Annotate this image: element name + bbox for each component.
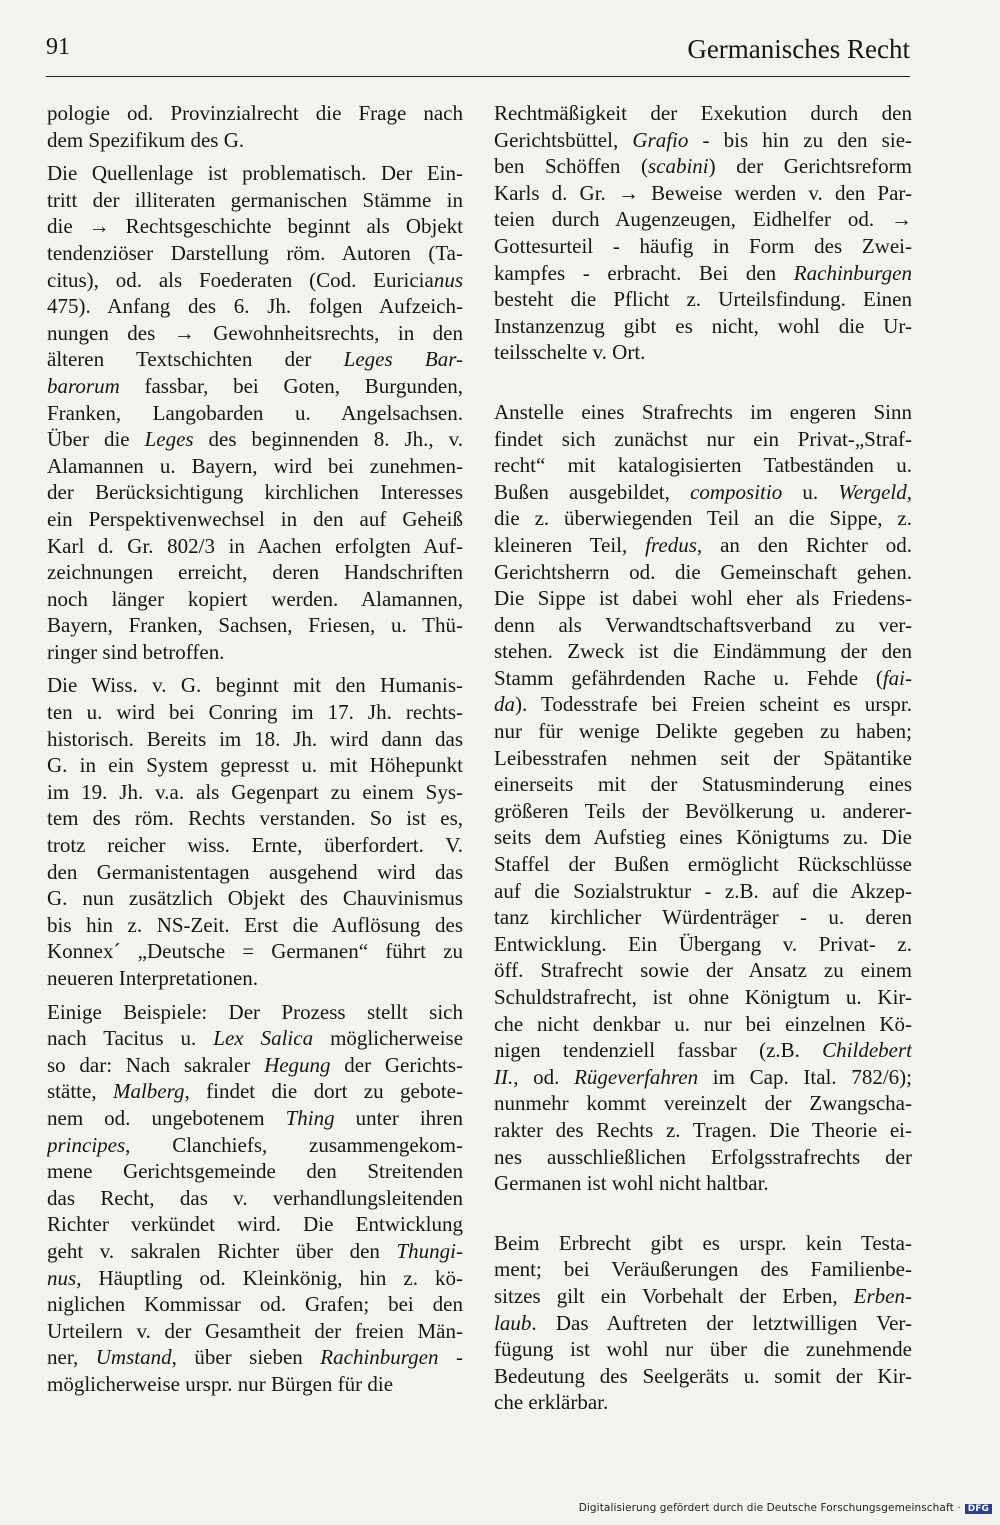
text-line: noch länger kopiert werden. Alamannen, <box>47 586 463 611</box>
text-line: nes ausschließlichen Erfolgsstrafrechts der <box>494 1144 912 1169</box>
text-line: Germanen ist wohl nicht haltbar. <box>494 1171 769 1196</box>
text-line: pologie od. Provinzialrecht die Frage nach <box>47 101 463 125</box>
text-line: Karl d. Gr. 802/3 in Aachen erfolgten Auf- <box>47 533 463 558</box>
text-line: nach Tacitus u. Lex Salica möglicherweise <box>47 1026 463 1051</box>
text-line: Franken, Langobarden u. Angelsachsen. <box>47 400 463 425</box>
text-line: tanz kirchlicher Würdenträger - u. deren <box>494 905 912 930</box>
text-line: die z. überwiegenden Teil an die Sippe, z. <box>494 506 912 531</box>
text-line: principes, Clanchiefs, zusammengekom- <box>47 1132 463 1157</box>
text-line: stehen. Zweck ist die Eindämmung der den <box>494 639 912 664</box>
text-line: Richter verkündet wird. Die Entwicklung <box>47 1212 463 1237</box>
text-line: barorum fassbar, bei Goten, Burgunden, <box>47 373 463 398</box>
left-column <box>47 100 463 1398</box>
text-line: Die Sippe ist dabei wohl eher als Friedens- <box>494 586 912 611</box>
running-title: Germanisches Recht <box>687 34 910 64</box>
text-line: nunmehr kommt vereinzelt der Zwangscha- <box>494 1091 912 1116</box>
text-line: zeichnungen erreicht, deren Handschriften <box>47 560 463 585</box>
paragraph-gap <box>47 665 463 672</box>
paragraph <box>47 672 463 991</box>
text-line: Alamannen u. Bayern, wird bei zunehmen- <box>47 453 463 478</box>
text-line: möglicherweise urspr. nur Bürgen für die <box>47 1371 394 1396</box>
text-line: kleineren Teil, fredus, an den Richter od. <box>494 532 912 557</box>
text-line: trotz reicher wiss. Ernte, überfordert. V. <box>47 833 463 858</box>
text-line: Die Wiss. v. G. beginnt mit den Humanis- <box>47 673 463 698</box>
footer-text: Digitalisierung gefördert durch die Deutsche Forschungsgemeinschaft · <box>578 1502 961 1514</box>
text-line: ment; bei Veräußerungen des Familienbe- <box>494 1257 912 1282</box>
text-line: Leibesstrafen nehmen seit der Spätantike <box>494 745 912 770</box>
text-line: neueren Interpretationen. <box>47 966 259 990</box>
paragraph-gap <box>494 1197 912 1230</box>
text-line: ringer sind betroffen. <box>47 639 225 664</box>
text-line: Schuldstrafrecht, ist ohne Königtum u. Kir- <box>494 985 912 1009</box>
text-line: laub. Das Auftreten der letztwilligen Ver- <box>494 1310 912 1335</box>
text-line: nem od. ungebotenem Thing unter ihren <box>47 1105 463 1130</box>
text-line: auf die Sozialstruktur - z.B. auf die Akzep- <box>494 878 912 903</box>
digitization-footer <box>579 1502 992 1514</box>
page-number: 91 <box>46 34 70 60</box>
text-line: niglichen Kommissar od. Grafen; bei den <box>47 1292 463 1317</box>
text-line: Bedeutung des Seelgeräts u. somit der Kir- <box>494 1363 912 1388</box>
text-line: Gerichtsbüttel, Grafio - bis hin zu den sie- <box>494 127 912 152</box>
text-line: Einige Beispiele: Der Prozess stellt sich <box>47 999 463 1024</box>
text-line: nur für wenige Delikte gegeben zu haben; <box>494 719 912 744</box>
paragraph <box>494 399 912 1197</box>
paragraph-gap <box>47 153 463 160</box>
text-line: Anstelle eines Strafrechts im engeren Sinn <box>494 399 912 424</box>
text-line: findet sich zunächst nur ein Privat-„Straf- <box>494 426 912 451</box>
text-line: der Berücksichtigung kirchlichen Interesses <box>47 480 463 505</box>
text-line: mene Gerichtsgemeinde den Streitenden <box>47 1159 463 1184</box>
text-line: sitzes gilt ein Vorbehalt der Erben, Erben- <box>494 1283 912 1308</box>
header-rule <box>46 76 910 77</box>
text-line: teien durch Augenzeugen, Eidhelfer od. → <box>494 207 912 232</box>
paragraph <box>494 1230 912 1416</box>
text-line: einerseits mit der Statusminderung eines <box>494 772 912 797</box>
text-line: 475). Anfang des 6. Jh. folgen Aufzeich- <box>47 294 463 319</box>
text-line: Entwicklung. Ein Übergang v. Privat- z. <box>494 931 912 956</box>
text-line: Konnex´ „Deutsche = Germanen“ führt zu <box>47 939 463 964</box>
text-line: Gottesurteil - häufig in Form des Zwei- <box>494 233 912 258</box>
dfg-logo: DFG <box>965 1504 992 1514</box>
paragraph <box>47 999 463 1398</box>
text-line: Die Quellenlage ist problematisch. Der Ein- <box>47 161 463 186</box>
text-line: historisch. Bereits im 18. Jh. wird dann das <box>47 726 463 751</box>
text-line: stätte, Malberg, findet die dort zu gebote- <box>47 1079 463 1104</box>
text-line: Gerichtsherrn od. die Gemeinschaft gehen. <box>494 559 912 584</box>
text-line: dem Spezifikum des G. <box>47 127 245 152</box>
text-line: Rechtmäßigkeit der Exekution durch den <box>494 101 912 125</box>
text-line: fügung ist wohl nur über die zunehmende <box>494 1337 912 1362</box>
text-line: ten u. wird bei Conring im 17. Jh. rechts- <box>47 700 463 725</box>
text-line: größeren Teils der Bevölkerung u. anderer- <box>494 798 912 823</box>
text-line: Stamm gefährdenden Rache u. Fehde (fai- <box>494 665 912 690</box>
text-line: nus, Häuptling od. Kleinkönig, hin z. kö- <box>47 1265 463 1290</box>
text-line: geht v. sakralen Richter über den Thungi- <box>47 1238 463 1263</box>
text-line: Beim Erbrecht gibt es urspr. kein Testa- <box>494 1230 912 1255</box>
text-line: che erklärbar. <box>494 1390 609 1415</box>
right-column <box>494 100 912 1416</box>
text-line: tritt der illiteraten germanischen Stämme in <box>47 187 463 212</box>
text-line: Bayern, Franken, Sachsen, Friesen, u. Thü- <box>47 613 463 638</box>
text-line: nungen des → Gewohnheitsrechts, in den <box>47 320 463 345</box>
text-line: ben Schöffen (scabini) der Gerichtsreform <box>494 154 912 179</box>
text-line: tendenziöser Darstellung röm. Autoren (Ta- <box>47 240 463 265</box>
text-line: da). Todesstrafe bei Freien scheint es urspr. <box>494 692 912 717</box>
text-line: besteht die Pflicht z. Urteilsfindung. Einen <box>494 287 912 312</box>
text-line: recht“ mit katalogisierten Tatbeständen u. <box>494 453 912 478</box>
text-line: denn als Verwandtschaftsverband zu ver- <box>494 612 912 637</box>
text-line: ein Perspektivenwechsel in den auf Geheiß <box>47 506 463 531</box>
text-line: bis hin z. NS-Zeit. Erst die Auflösung des <box>47 912 463 937</box>
text-line: ner, Umstand, über sieben Rachinburgen - <box>47 1345 463 1370</box>
text-line: Staffel der Bußen ermöglicht Rückschlüsse <box>494 852 912 877</box>
text-line: seits dem Aufstieg eines Königtums zu. Die <box>494 825 912 850</box>
paragraph <box>494 100 912 366</box>
text-line: die → Rechtsgeschichte beginnt als Objekt <box>47 214 463 239</box>
paragraph <box>47 100 463 153</box>
text-line: II., od. Rügeverfahren im Cap. Ital. 782/6); <box>494 1064 912 1089</box>
text-line: che nicht denkbar u. nur bei einzelnen Kö- <box>494 1011 912 1036</box>
text-line: G. in ein System gepresst u. mit Höhepunkt <box>47 753 463 778</box>
text-line: rakter des Rechts z. Tragen. Die Theorie ei- <box>494 1117 912 1142</box>
paragraph <box>47 160 463 665</box>
text-line: citus), od. als Foederaten (Cod. Euricianus <box>47 267 463 292</box>
text-line: G. nun zusätzlich Objekt des Chauvinismus <box>47 886 463 911</box>
text-line: im 19. Jh. v.a. als Gegenpart zu einem Sys- <box>47 779 463 804</box>
text-line: den Germanistentagen ausgehend wird das <box>47 859 463 884</box>
text-line: so dar: Nach sakraler Hegung der Gerichts- <box>47 1052 463 1077</box>
paragraph-gap <box>494 366 912 399</box>
text-line: teilsschelte v. Ort. <box>494 340 646 365</box>
text-line: Urteilern v. der Gesamtheit der freien Män- <box>47 1318 463 1343</box>
text-line: Karls d. Gr. → Beweise werden v. den Par- <box>494 180 912 205</box>
text-line: öff. Strafrecht sowie der Ansatz zu einem <box>494 958 912 983</box>
text-line: Instanzenzug gibt es nicht, wohl die Ur- <box>494 313 912 338</box>
text-line: kampfes - erbracht. Bei den Rachinburgen <box>494 260 912 285</box>
page-header <box>46 34 910 70</box>
text-line: das Recht, das v. verhandlungsleitenden <box>47 1185 463 1210</box>
text-line: älteren Textschichten der Leges Bar- <box>47 347 463 372</box>
text-line: nigen tendenziell fassbar (z.B. Childebert <box>494 1038 912 1063</box>
text-line: tem des röm. Rechts verstanden. So ist es, <box>47 806 463 831</box>
paragraph-gap <box>47 992 463 999</box>
text-line: Über die Leges des beginnenden 8. Jh., v. <box>47 427 463 452</box>
text-line: Bußen ausgebildet, compositio u. Wergeld, <box>494 479 912 504</box>
